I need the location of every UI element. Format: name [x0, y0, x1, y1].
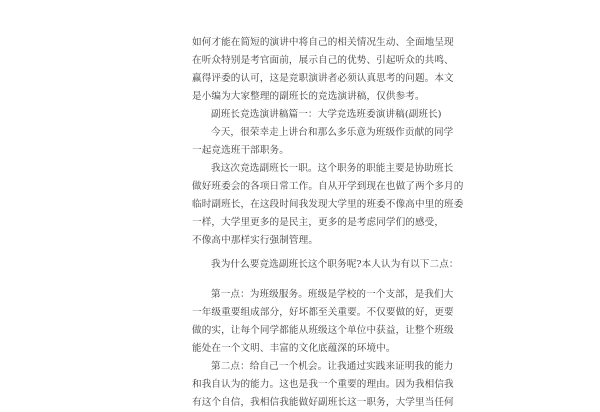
text-line: 一年级重要组成部分，好坏都至关重要。不仅要做的好，更要: [192, 307, 454, 318]
text-line: 能处在一个文明、丰富的文化底蕴深的环境中。: [192, 343, 396, 354]
text-line: 和我自认为的能力。这也是我一个重要的理由。因为我相信我: [192, 379, 454, 390]
paragraph-4: [192, 286, 454, 358]
text-line: 一起竞选班干部职务。: [192, 145, 289, 156]
text-line: 如何才能在简短的演讲中将自己的相关情况生动、全面地呈现: [192, 37, 454, 48]
intro-paragraph: [192, 34, 454, 106]
text-line: 有这个自信，我相信我能做好副班长这一职务，大学里当任何: [192, 397, 454, 408]
text-line: 今天，很荣幸走上讲台和那么多乐意为班级作贡献的同学: [211, 127, 454, 138]
paragraph-2: [192, 160, 464, 250]
text-line: 做的实，让每个同学都能从班级这个单位中获益，让整个班级: [192, 325, 454, 336]
paragraph-1: [192, 124, 454, 160]
section-heading: [192, 106, 442, 124]
text-line: 是小编为大家整理的副班长的竞选演讲稿，仅供参考。: [192, 91, 425, 102]
text-line: 赢得评委的认可，这是竞职演讲者必须认真思考的问题。本文: [192, 73, 454, 84]
text-line: 做好班委会的各项日常工作。自从开学到现在也做了两个多月的: [192, 181, 464, 192]
text-line: 一样，大学里更多的是民主，更多的是考虑同学们的感受，: [192, 217, 445, 228]
text-line: 在听众特别是考官面前，展示自己的优势、引起听众的共鸣、: [192, 55, 454, 66]
heading-line: 副班长竞选演讲稿篇一：大学竞选班委演讲稿(副班长): [211, 109, 442, 120]
text-line: 我为什么要竞选副班长这个职务呢?本人认为有以下二点：: [211, 259, 459, 270]
paragraph-5: [192, 358, 454, 412]
text-line: 我这次竞选副班长一职。这个职务的职能主要是协助班长: [211, 163, 454, 174]
text-line: 不像高中那样实行强制管理。: [192, 235, 319, 246]
document-body: [192, 34, 464, 412]
paragraph-3: [192, 256, 459, 274]
text-line: 临时副班长，在这段时间我发现大学里的班委不像高中里的班委: [192, 199, 464, 210]
text-line: 第二点：给自己一个机会。让我通过实践来证明我的能力: [211, 361, 454, 372]
text-line: 第一点：为班级服务。班级是学校的一个支部，是我们大: [211, 289, 454, 300]
